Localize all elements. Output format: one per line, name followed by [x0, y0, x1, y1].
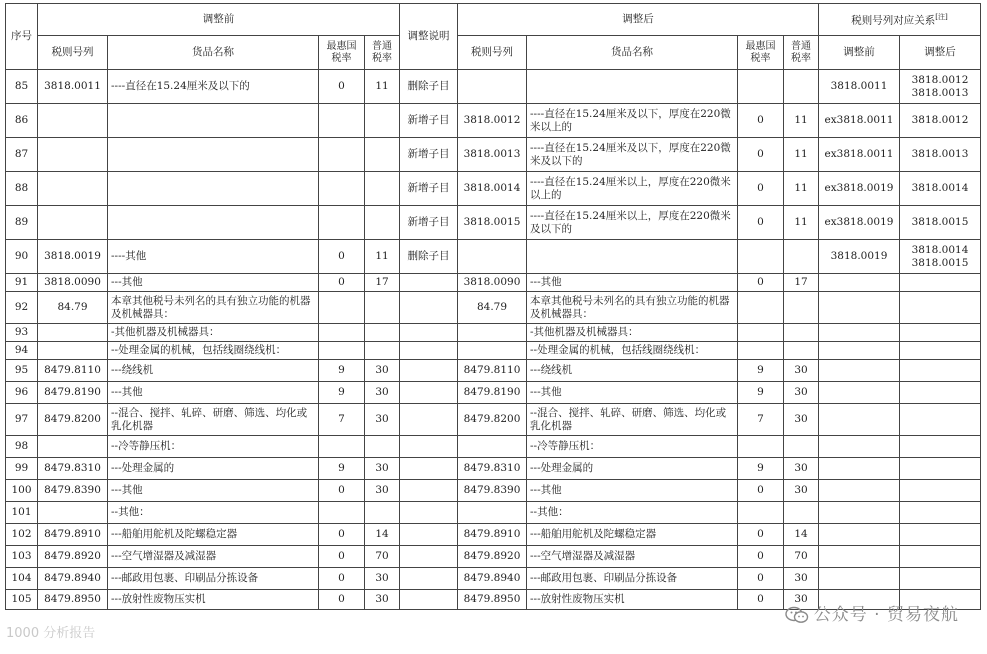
after-mfn-cell: 0: [738, 524, 784, 546]
before-mfn-cell: [319, 436, 365, 458]
header-after-mfn: 最惠国税率: [738, 36, 784, 70]
after-mfn-cell: [738, 292, 784, 324]
adjust-note-cell: 删除子目: [400, 70, 458, 104]
before-gen-cell: 70: [365, 546, 400, 568]
adjust-note-cell: [400, 404, 458, 436]
after-name-cell: -其他机器及机械器具：: [527, 324, 738, 342]
after-code-cell: 8479.8310: [458, 458, 527, 480]
after-mfn-cell: 0: [738, 274, 784, 292]
row-seq-cell: 96: [6, 382, 38, 404]
before-name-cell: [108, 104, 319, 138]
map-after-cell: [900, 404, 981, 436]
adjust-note-cell: [400, 274, 458, 292]
after-gen-cell: 30: [784, 458, 819, 480]
before-name-cell: [108, 138, 319, 172]
before-gen-cell: 30: [365, 360, 400, 382]
row-seq-cell: 99: [6, 458, 38, 480]
before-code-cell: 3818.0090: [38, 274, 108, 292]
before-mfn-cell: 9: [319, 458, 365, 480]
map-before-cell: [819, 436, 900, 458]
before-mfn-cell: [319, 502, 365, 524]
before-gen-cell: 17: [365, 274, 400, 292]
map-after-cell: [900, 382, 981, 404]
header-after: 调整后: [458, 4, 819, 36]
after-gen-cell: 11: [784, 172, 819, 206]
map-after-cell: [900, 292, 981, 324]
before-name-cell: -其他机器及机械器具：: [108, 324, 319, 342]
after-name-cell: ---空气增湿器及减湿器: [527, 546, 738, 568]
before-mfn-cell: 0: [319, 568, 365, 590]
after-code-cell: 8479.8390: [458, 480, 527, 502]
before-gen-cell: [365, 104, 400, 138]
before-code-cell: 8479.8200: [38, 404, 108, 436]
table-row: [6, 458, 981, 480]
header-map-before: 调整前: [819, 36, 900, 70]
row-seq-cell: 92: [6, 292, 38, 324]
after-name-cell: --其他：: [527, 502, 738, 524]
before-name-cell: ---处理金属的: [108, 458, 319, 480]
after-gen-cell: [784, 436, 819, 458]
watermark: [785, 600, 959, 625]
after-gen-cell: 30: [784, 404, 819, 436]
before-name-cell: [108, 206, 319, 240]
after-name-cell: ---其他: [527, 274, 738, 292]
adjust-note-cell: [400, 342, 458, 360]
after-code-cell: [458, 240, 527, 274]
header-mapping-note: [注]: [935, 13, 948, 22]
after-mfn-cell: 0: [738, 206, 784, 240]
watermark-text: 公众号 · 贸易夜航: [813, 605, 959, 625]
map-after-cell: [900, 524, 981, 546]
before-code-cell: [38, 104, 108, 138]
after-code-cell: 3818.0014: [458, 172, 527, 206]
header-after-code: 税则号列: [458, 36, 527, 70]
row-seq-cell: 86: [6, 104, 38, 138]
after-code-cell: 84.79: [458, 292, 527, 324]
after-name-cell: ---放射性废物压实机: [527, 590, 738, 610]
after-gen-cell: [784, 342, 819, 360]
before-name-cell: --冷等静压机：: [108, 436, 319, 458]
after-name-cell: ----直径在15.24厘米及以下，厚度在220微米及以下的: [527, 138, 738, 172]
before-gen-cell: [365, 206, 400, 240]
before-mfn-cell: 7: [319, 404, 365, 436]
table-row: [6, 274, 981, 292]
row-seq-cell: 95: [6, 360, 38, 382]
before-name-cell: ---其他: [108, 382, 319, 404]
before-name-cell: --混合、搅拌、轧碎、研磨、筛选、均化或乳化机器: [108, 404, 319, 436]
before-code-cell: 8479.8910: [38, 524, 108, 546]
table-row: [6, 206, 981, 240]
before-name-cell: ----直径在15.24厘米及以下的: [108, 70, 319, 104]
after-name-cell: ---其他: [527, 382, 738, 404]
after-name-cell: --冷等静压机：: [527, 436, 738, 458]
map-after-cell: 3818.0012 3818.0013: [900, 70, 981, 104]
row-seq-cell: 103: [6, 546, 38, 568]
before-gen-cell: [365, 138, 400, 172]
header-seq: 序号: [6, 4, 38, 70]
row-seq-cell: 102: [6, 524, 38, 546]
before-name-cell: --处理金属的机械，包括线圈绕线机：: [108, 342, 319, 360]
before-code-cell: 8479.8920: [38, 546, 108, 568]
adjust-note-cell: [400, 458, 458, 480]
row-seq-cell: 89: [6, 206, 38, 240]
before-gen-cell: [365, 342, 400, 360]
row-seq-cell: 85: [6, 70, 38, 104]
after-mfn-cell: 0: [738, 138, 784, 172]
map-after-cell: 3818.0014 3818.0015: [900, 240, 981, 274]
before-name-cell: ---邮政用包裹、印刷品分拣设备: [108, 568, 319, 590]
after-gen-cell: 11: [784, 138, 819, 172]
after-name-cell: ----直径在15.24厘米以上，厚度在220微米及以下的: [527, 206, 738, 240]
before-gen-cell: [365, 292, 400, 324]
after-mfn-cell: 9: [738, 382, 784, 404]
map-after-cell: 3818.0012: [900, 104, 981, 138]
after-code-cell: 3818.0015: [458, 206, 527, 240]
before-mfn-cell: 0: [319, 590, 365, 610]
map-after-cell: [900, 546, 981, 568]
after-gen-cell: 17: [784, 274, 819, 292]
adjust-note-cell: [400, 360, 458, 382]
adjust-note-cell: 删除子目: [400, 240, 458, 274]
after-code-cell: 8479.8920: [458, 546, 527, 568]
map-before-cell: ex3818.0011: [819, 138, 900, 172]
before-mfn-cell: [319, 342, 365, 360]
map-before-cell: [819, 524, 900, 546]
map-before-cell: 3818.0011: [819, 70, 900, 104]
after-gen-cell: [784, 70, 819, 104]
after-mfn-cell: [738, 70, 784, 104]
map-before-cell: [819, 502, 900, 524]
before-code-cell: 8479.8190: [38, 382, 108, 404]
map-before-cell: [819, 382, 900, 404]
before-mfn-cell: 0: [319, 524, 365, 546]
adjust-note-cell: [400, 324, 458, 342]
row-seq-cell: 93: [6, 324, 38, 342]
after-gen-cell: 70: [784, 546, 819, 568]
table-row: [6, 360, 981, 382]
after-gen-cell: [784, 240, 819, 274]
after-gen-cell: 30: [784, 590, 819, 610]
after-code-cell: 3818.0012: [458, 104, 527, 138]
after-code-cell: [458, 70, 527, 104]
map-before-cell: [819, 360, 900, 382]
before-gen-cell: 30: [365, 382, 400, 404]
after-name-cell: [527, 240, 738, 274]
after-code-cell: [458, 502, 527, 524]
before-code-cell: [38, 172, 108, 206]
before-gen-cell: [365, 172, 400, 206]
after-code-cell: 8479.8950: [458, 590, 527, 610]
before-code-cell: 8479.8390: [38, 480, 108, 502]
before-gen-cell: [365, 436, 400, 458]
map-before-cell: [819, 324, 900, 342]
row-seq-cell: 98: [6, 436, 38, 458]
adjust-note-cell: [400, 382, 458, 404]
before-code-cell: [38, 502, 108, 524]
adjust-note-cell: [400, 436, 458, 458]
before-mfn-cell: [319, 138, 365, 172]
table-row: [6, 524, 981, 546]
after-gen-cell: [784, 324, 819, 342]
corner-watermark: 1000 分析报告: [6, 626, 96, 641]
before-code-cell: [38, 324, 108, 342]
map-before-cell: ex3818.0019: [819, 206, 900, 240]
before-mfn-cell: 9: [319, 360, 365, 382]
header-after-gen: 普通税率: [784, 36, 819, 70]
adjust-note-cell: 新增子目: [400, 172, 458, 206]
after-code-cell: [458, 342, 527, 360]
before-mfn-cell: 0: [319, 240, 365, 274]
adjust-note-cell: [400, 480, 458, 502]
before-gen-cell: [365, 502, 400, 524]
before-gen-cell: 30: [365, 404, 400, 436]
header-after-name: 货品名称: [527, 36, 738, 70]
table-row: [6, 324, 981, 342]
map-after-cell: [900, 436, 981, 458]
map-before-cell: [819, 458, 900, 480]
after-name-cell: ---处理金属的: [527, 458, 738, 480]
before-code-cell: 8479.8940: [38, 568, 108, 590]
adjust-note-cell: 新增子目: [400, 138, 458, 172]
row-seq-cell: 105: [6, 590, 38, 610]
row-seq-cell: 94: [6, 342, 38, 360]
after-name-cell: [527, 70, 738, 104]
after-mfn-cell: 0: [738, 590, 784, 610]
before-code-cell: [38, 138, 108, 172]
before-name-cell: --其他：: [108, 502, 319, 524]
before-code-cell: [38, 342, 108, 360]
before-gen-cell: 30: [365, 568, 400, 590]
after-code-cell: 8479.8200: [458, 404, 527, 436]
after-name-cell: ---邮政用包裹、印刷品分拣设备: [527, 568, 738, 590]
map-after-cell: [900, 324, 981, 342]
after-name-cell: ---绕线机: [527, 360, 738, 382]
table-row: [6, 404, 981, 436]
after-mfn-cell: 0: [738, 568, 784, 590]
table-row: [6, 342, 981, 360]
after-gen-cell: 11: [784, 206, 819, 240]
map-before-cell: [819, 342, 900, 360]
before-mfn-cell: [319, 172, 365, 206]
row-seq-cell: 101: [6, 502, 38, 524]
map-after-cell: 3818.0015: [900, 206, 981, 240]
wechat-icon: [785, 606, 809, 624]
row-seq-cell: 100: [6, 480, 38, 502]
after-name-cell: ---其他: [527, 480, 738, 502]
after-gen-cell: 11: [784, 104, 819, 138]
after-code-cell: 3818.0090: [458, 274, 527, 292]
after-name-cell: ----直径在15.24厘米及以下，厚度在220微米以上的: [527, 104, 738, 138]
header-note: 调整说明: [400, 4, 458, 70]
table-row: [6, 172, 981, 206]
adjust-note-cell: [400, 524, 458, 546]
after-mfn-cell: [738, 436, 784, 458]
before-gen-cell: 30: [365, 480, 400, 502]
table-row: [6, 546, 981, 568]
before-mfn-cell: [319, 324, 365, 342]
after-name-cell: ----直径在15.24厘米以上，厚度在220微米以上的: [527, 172, 738, 206]
row-seq-cell: 88: [6, 172, 38, 206]
after-gen-cell: 30: [784, 382, 819, 404]
after-mfn-cell: 9: [738, 458, 784, 480]
row-seq-cell: 90: [6, 240, 38, 274]
map-after-cell: [900, 568, 981, 590]
header-mapping-label: 税则号列对应关系: [851, 14, 936, 27]
map-after-cell: [900, 342, 981, 360]
after-gen-cell: 30: [784, 568, 819, 590]
map-before-cell: ex3818.0011: [819, 104, 900, 138]
map-after-cell: [900, 360, 981, 382]
after-mfn-cell: 0: [738, 104, 784, 138]
map-after-cell: [900, 274, 981, 292]
after-mfn-cell: 0: [738, 172, 784, 206]
after-mfn-cell: 7: [738, 404, 784, 436]
header-before: 调整前: [38, 4, 400, 36]
adjust-note-cell: [400, 546, 458, 568]
after-name-cell: 本章其他税号未列名的具有独立功能的机器及机械器具：: [527, 292, 738, 324]
after-mfn-cell: [738, 502, 784, 524]
map-before-cell: ex3818.0019: [819, 172, 900, 206]
before-mfn-cell: 0: [319, 480, 365, 502]
after-mfn-cell: 0: [738, 546, 784, 568]
before-mfn-cell: [319, 206, 365, 240]
after-code-cell: 8479.8940: [458, 568, 527, 590]
map-before-cell: [819, 274, 900, 292]
before-code-cell: 8479.8950: [38, 590, 108, 610]
before-name-cell: ---放射性废物压实机: [108, 590, 319, 610]
table-row: [6, 382, 981, 404]
table-row: [6, 70, 981, 104]
after-gen-cell: 14: [784, 524, 819, 546]
after-name-cell: ---船舶用舵机及陀螺稳定器: [527, 524, 738, 546]
map-before-cell: [819, 404, 900, 436]
map-before-cell: [819, 568, 900, 590]
table-row: [6, 480, 981, 502]
map-after-cell: [900, 480, 981, 502]
before-name-cell: ---其他: [108, 274, 319, 292]
before-gen-cell: 30: [365, 590, 400, 610]
before-name-cell: ----其他: [108, 240, 319, 274]
before-mfn-cell: 0: [319, 274, 365, 292]
adjust-note-cell: [400, 502, 458, 524]
after-code-cell: [458, 324, 527, 342]
map-after-cell: [900, 458, 981, 480]
before-mfn-cell: 9: [319, 382, 365, 404]
header-before-mfn: 最惠国税率: [319, 36, 365, 70]
after-code-cell: [458, 436, 527, 458]
header-mapping: [819, 4, 981, 36]
before-gen-cell: 11: [365, 70, 400, 104]
tariff-adjustment-table: [5, 3, 981, 610]
after-mfn-cell: [738, 240, 784, 274]
after-gen-cell: [784, 292, 819, 324]
adjust-note-cell: [400, 590, 458, 610]
adjust-note-cell: 新增子目: [400, 206, 458, 240]
before-gen-cell: [365, 324, 400, 342]
table-row: [6, 502, 981, 524]
before-code-cell: 3818.0019: [38, 240, 108, 274]
map-after-cell: 3818.0014: [900, 172, 981, 206]
table-row: [6, 436, 981, 458]
after-name-cell: --处理金属的机械，包括线圈绕线机：: [527, 342, 738, 360]
after-gen-cell: 30: [784, 480, 819, 502]
header-before-name: 货品名称: [108, 36, 319, 70]
map-before-cell: 3818.0019: [819, 240, 900, 274]
map-after-cell: [900, 502, 981, 524]
row-seq-cell: 104: [6, 568, 38, 590]
before-name-cell: 本章其他税号未列名的具有独立功能的机器及机械器具：: [108, 292, 319, 324]
table-row: [6, 292, 981, 324]
before-code-cell: [38, 436, 108, 458]
before-name-cell: ---其他: [108, 480, 319, 502]
before-gen-cell: 14: [365, 524, 400, 546]
before-mfn-cell: [319, 104, 365, 138]
before-code-cell: 84.79: [38, 292, 108, 324]
before-code-cell: 8479.8310: [38, 458, 108, 480]
after-code-cell: 8479.8910: [458, 524, 527, 546]
before-mfn-cell: [319, 292, 365, 324]
before-gen-cell: 11: [365, 240, 400, 274]
adjust-note-cell: [400, 292, 458, 324]
before-name-cell: ---空气增湿器及减湿器: [108, 546, 319, 568]
header-before-code: 税则号列: [38, 36, 108, 70]
adjust-note-cell: 新增子目: [400, 104, 458, 138]
row-seq-cell: 87: [6, 138, 38, 172]
map-before-cell: [819, 546, 900, 568]
after-code-cell: 8479.8110: [458, 360, 527, 382]
before-gen-cell: 30: [365, 458, 400, 480]
header-before-gen: 普通税率: [365, 36, 400, 70]
before-name-cell: ---绕线机: [108, 360, 319, 382]
after-mfn-cell: [738, 342, 784, 360]
table-row: [6, 240, 981, 274]
after-code-cell: 3818.0013: [458, 138, 527, 172]
after-code-cell: 8479.8190: [458, 382, 527, 404]
table-row: [6, 138, 981, 172]
map-before-cell: [819, 480, 900, 502]
after-gen-cell: 30: [784, 360, 819, 382]
before-mfn-cell: 0: [319, 70, 365, 104]
after-mfn-cell: 9: [738, 360, 784, 382]
header-map-after: 调整后: [900, 36, 981, 70]
after-name-cell: --混合、搅拌、轧碎、研磨、筛选、均化或乳化机器: [527, 404, 738, 436]
before-name-cell: [108, 172, 319, 206]
before-code-cell: 3818.0011: [38, 70, 108, 104]
map-before-cell: [819, 292, 900, 324]
map-after-cell: 3818.0013: [900, 138, 981, 172]
row-seq-cell: 97: [6, 404, 38, 436]
after-gen-cell: [784, 502, 819, 524]
before-code-cell: 8479.8110: [38, 360, 108, 382]
table-row: [6, 568, 981, 590]
before-code-cell: [38, 206, 108, 240]
after-mfn-cell: [738, 324, 784, 342]
row-seq-cell: 91: [6, 274, 38, 292]
before-mfn-cell: 0: [319, 546, 365, 568]
adjust-note-cell: [400, 568, 458, 590]
before-name-cell: ---船舶用舵机及陀螺稳定器: [108, 524, 319, 546]
table-row: [6, 104, 981, 138]
after-mfn-cell: 0: [738, 480, 784, 502]
